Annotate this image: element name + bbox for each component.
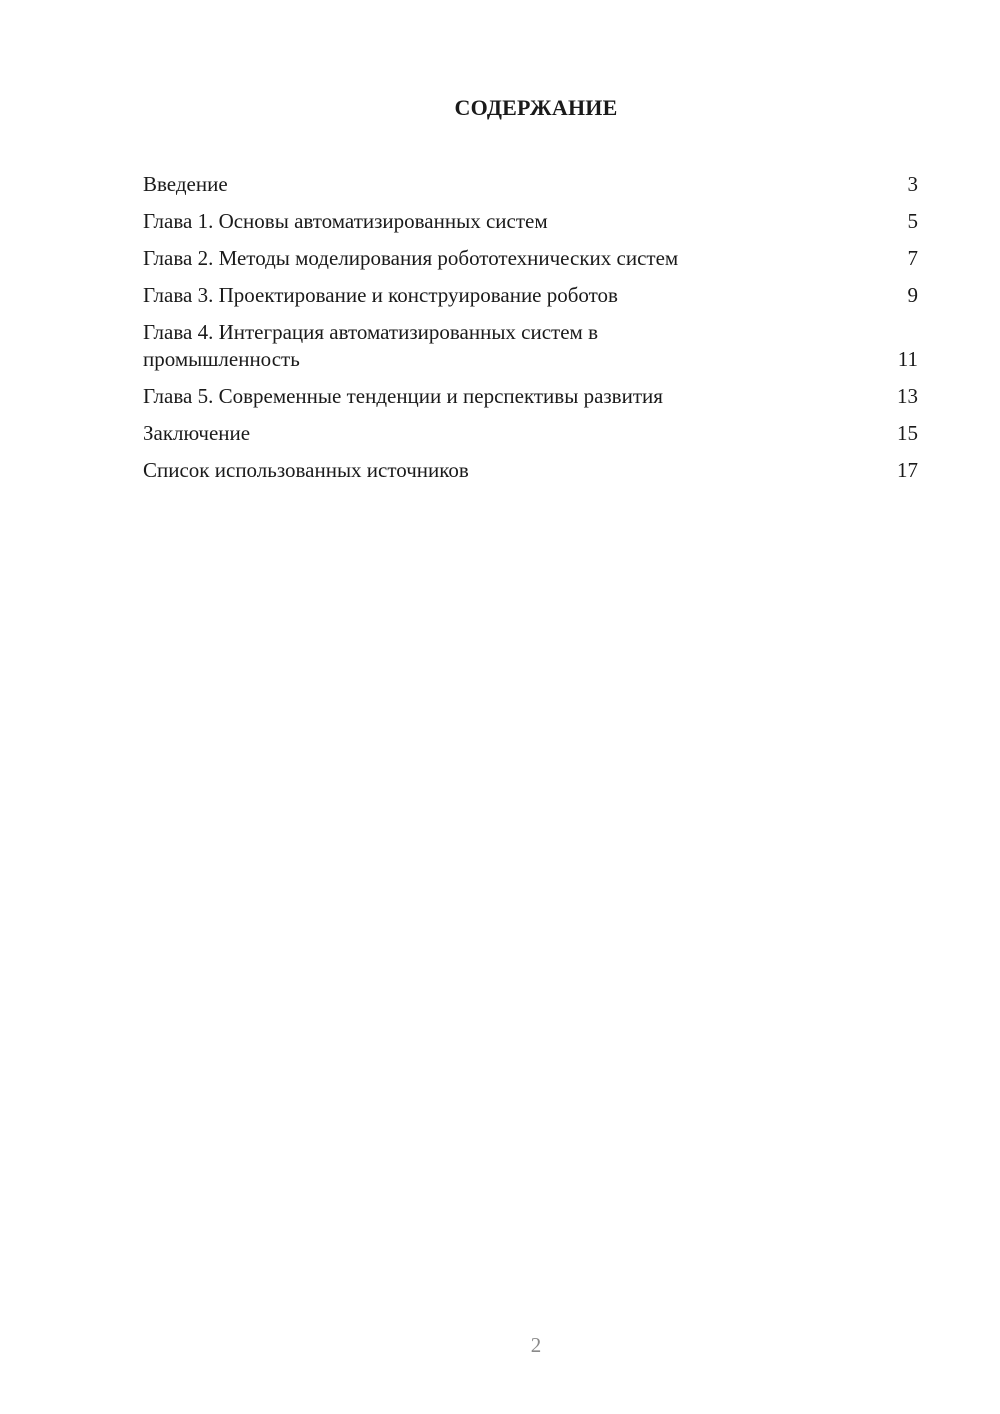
toc-entry-page: 17 (897, 458, 918, 482)
toc-entry-page: 9 (907, 283, 918, 307)
toc-entry-title: Глава 5. Современные тенденции и перспективы развития (143, 384, 663, 408)
toc-entry-title: Глава 3. Проектирование и конструирование роботов (143, 283, 618, 307)
toc-entry-title: Глава 2. Методы моделирования робототехнических систем (143, 246, 679, 270)
toc-entry-chapter-3[interactable] (143, 282, 918, 309)
toc-entry-chapter-2[interactable] (143, 245, 918, 272)
toc-entry-references[interactable] (143, 457, 918, 484)
toc-entry-title: Заключение (143, 421, 251, 445)
toc-entry-conclusion[interactable] (143, 420, 918, 447)
toc-entry-chapter-5[interactable] (143, 383, 918, 410)
toc-entry-title: Глава 1. Основы автоматизированных систем (143, 209, 548, 233)
toc-entry-page: 5 (907, 209, 918, 233)
page-number: 2 (530, 1333, 542, 1357)
toc-entry-chapter-1[interactable] (143, 208, 918, 235)
toc-entry-introduction[interactable] (143, 171, 918, 198)
toc-entry-page: 11 (897, 347, 918, 371)
toc-entry-page: 13 (897, 384, 918, 408)
toc-entry-page: 7 (907, 246, 918, 270)
toc-entry-title: Введение (143, 172, 228, 196)
toc-entry-title: Список использованных источников (143, 458, 469, 482)
toc-entry-page: 3 (907, 172, 918, 196)
toc-entry-page: 15 (897, 421, 918, 445)
toc-entry-title: Глава 4. Интеграция автоматизированных систем в промышленность (143, 320, 599, 371)
table-of-contents (143, 171, 918, 494)
toc-heading: СОДЕРЖАНИЕ (454, 95, 618, 120)
toc-entry-chapter-4[interactable] (143, 319, 918, 373)
